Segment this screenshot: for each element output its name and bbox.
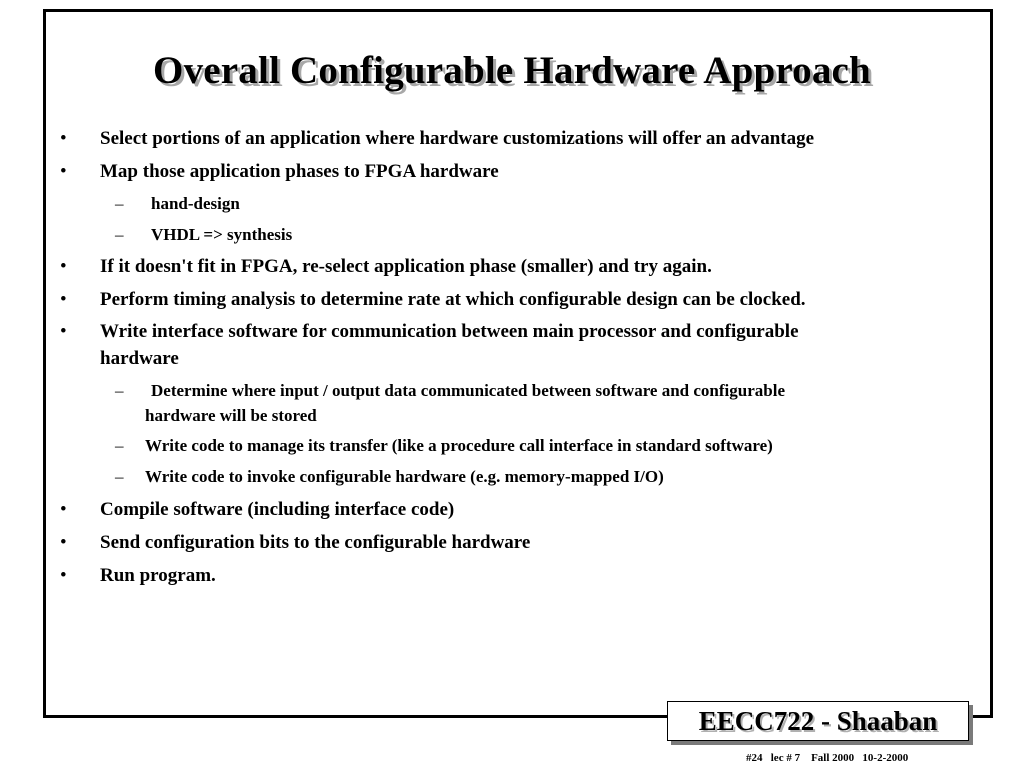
dash-marker: –: [115, 225, 124, 244]
bullet-text: Send configuration bits to the configurable hardware: [100, 532, 531, 553]
bullet-marker: •: [60, 161, 67, 182]
dash-marker: –: [115, 436, 124, 455]
bullet-marker: •: [60, 532, 67, 553]
bullet-text-continued: hardware: [100, 348, 179, 369]
bullet-text: Map those application phases to FPGA hardware: [100, 161, 499, 182]
course-label: EECC722 - Shaaban: [698, 706, 938, 736]
bullet-text: Perform timing analysis to determine rate at which configurable design can be clocked.: [100, 289, 806, 310]
bullet-text: Compile software (including interface code): [100, 499, 455, 520]
bullet-marker: •: [60, 565, 67, 586]
sub-bullet-text: Write code to invoke configurable hardware (e.g. memory-mapped I/O): [145, 467, 664, 486]
sub-bullet-text: Write code to manage its transfer (like a procedure call interface in standard software): [145, 436, 773, 455]
course-label-box: [667, 701, 969, 741]
slide-title: Overall Configurable Hardware Approach: [153, 49, 871, 92]
bullet-text: If it doesn't fit in FPGA, re-select application phase (smaller) and try again.: [100, 256, 712, 277]
sub-bullet-text: Determine where input / output data communicated between software and configurable: [151, 381, 785, 400]
bullet-marker: •: [60, 499, 67, 520]
sub-bullet-text: VHDL => synthesis: [151, 225, 293, 244]
sub-bullet-text: hand-design: [151, 194, 240, 213]
dash-marker: –: [115, 467, 124, 486]
dash-marker: –: [115, 194, 124, 213]
bullet-text: Write interface software for communication between main processor and configurable: [100, 321, 799, 342]
slide-info: #24 lec # 7 Fall 2000 10-2-2000: [746, 752, 909, 764]
bullet-text: Run program.: [100, 565, 216, 586]
bullet-marker: •: [60, 289, 67, 310]
bullet-text: Select portions of an application where hardware customizations will offer an advantage: [100, 128, 815, 149]
dash-marker: –: [115, 381, 124, 400]
bullet-marker: •: [60, 256, 67, 277]
sub-bullet-text-continued: hardware will be stored: [145, 406, 317, 425]
bullet-marker: •: [60, 128, 67, 149]
bullet-marker: •: [60, 321, 67, 342]
